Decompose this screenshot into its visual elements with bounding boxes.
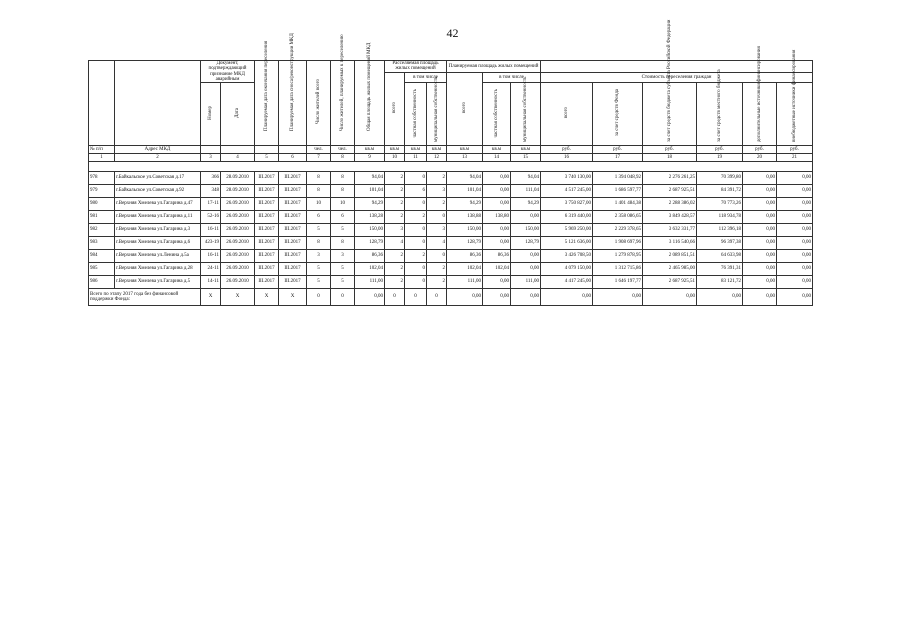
total-cell: 0,00 bbox=[643, 289, 697, 306]
value-cell: 2 bbox=[427, 276, 447, 289]
column-index-cell: 1 bbox=[89, 154, 115, 162]
value-cell: 101,04 bbox=[447, 185, 483, 198]
column-index-cell: 20 bbox=[743, 154, 777, 162]
row-number-cell: 978 bbox=[89, 172, 115, 185]
value-cell: 2 bbox=[427, 263, 447, 276]
column-index-cell: 3 bbox=[201, 154, 221, 162]
row-number-cell: 980 bbox=[89, 198, 115, 211]
value-cell: 0,00 bbox=[743, 172, 777, 185]
value-cell: 17-11 bbox=[201, 198, 221, 211]
value-cell: 6 bbox=[331, 211, 355, 224]
value-cell: 2 bbox=[385, 250, 405, 263]
value-cell: 101,04 bbox=[355, 185, 385, 198]
value-cell: 0 bbox=[427, 250, 447, 263]
header-plan-sub: в том числе bbox=[483, 72, 541, 83]
unit-cell bbox=[255, 146, 279, 154]
value-cell: 2 bbox=[405, 250, 427, 263]
total-cell: X bbox=[221, 289, 255, 306]
address-cell: г.Верхняя Хмелева ул.Ленина д.5а bbox=[115, 250, 201, 263]
value-cell: 0,00 bbox=[511, 250, 541, 263]
value-cell: III.2017 bbox=[255, 224, 279, 237]
total-cell: 0 bbox=[331, 289, 355, 306]
data-rows bbox=[89, 172, 813, 289]
value-cell: III.2017 bbox=[279, 263, 307, 276]
resettlement-register-table bbox=[88, 19, 813, 306]
header-cost-fund: за счет средств Фонда bbox=[593, 83, 643, 146]
value-cell: 3 bbox=[385, 224, 405, 237]
value-cell: 128,79 bbox=[511, 237, 541, 250]
value-cell: 70 773,26 bbox=[697, 198, 743, 211]
unit-cell: руб. bbox=[777, 146, 813, 154]
value-cell: 0,00 bbox=[483, 237, 511, 250]
value-cell: 0,00 bbox=[483, 172, 511, 185]
header-plan-municipal: муниципальная собственность bbox=[511, 83, 541, 146]
unit-cell: руб. bbox=[697, 146, 743, 154]
unit-cell: кв.м bbox=[405, 146, 427, 154]
value-cell: 0,00 bbox=[743, 211, 777, 224]
value-cell: 1 686 597,77 bbox=[593, 185, 643, 198]
header-plan-private: частная собственность bbox=[483, 83, 511, 146]
value-cell: 94,29 bbox=[511, 198, 541, 211]
header-row-labels-units bbox=[89, 146, 813, 154]
header-cost-extra: дополнительные источники финансирования bbox=[743, 83, 777, 146]
value-cell: 64 633,98 bbox=[697, 250, 743, 263]
value-cell: III.2017 bbox=[279, 237, 307, 250]
value-cell: 138,80 bbox=[483, 211, 511, 224]
total-cell: 0,00 bbox=[511, 289, 541, 306]
header-cost-region: за счет средств бюджета субъекта Российской Федерации bbox=[643, 83, 697, 146]
row-number-cell: 983 bbox=[89, 237, 115, 250]
value-cell: 28.09.2010 bbox=[221, 172, 255, 185]
value-cell: 8 bbox=[307, 172, 331, 185]
value-cell: III.2017 bbox=[279, 224, 307, 237]
table-row bbox=[89, 172, 813, 185]
table-row bbox=[89, 198, 813, 211]
value-cell: 86,36 bbox=[483, 250, 511, 263]
value-cell: 150,00 bbox=[511, 224, 541, 237]
address-cell: г.Верхняя Хмелева ул.Гагарина д.6 bbox=[115, 237, 201, 250]
value-cell: 2 bbox=[427, 172, 447, 185]
value-cell: 26.09.2010 bbox=[221, 276, 255, 289]
unit-cell: чел. bbox=[307, 146, 331, 154]
value-cell: III.2017 bbox=[255, 172, 279, 185]
column-index-cell: 12 bbox=[427, 154, 447, 162]
page-number: 42 bbox=[446, 26, 459, 40]
unit-cell: руб. bbox=[743, 146, 777, 154]
value-cell: 0,00 bbox=[483, 224, 511, 237]
value-cell: 0 bbox=[405, 276, 427, 289]
value-cell: 8 bbox=[331, 172, 355, 185]
table-row bbox=[89, 224, 813, 237]
value-cell: 2 089 851,51 bbox=[643, 250, 697, 263]
value-cell: 5 bbox=[331, 276, 355, 289]
value-cell: 102,04 bbox=[483, 263, 511, 276]
value-cell: 2 bbox=[427, 198, 447, 211]
value-cell: 26.09.2010 bbox=[221, 237, 255, 250]
total-cell: 0,00 bbox=[777, 289, 813, 306]
value-cell: 3 bbox=[427, 185, 447, 198]
value-cell: 2 465 985,00 bbox=[643, 263, 697, 276]
value-cell: 150,00 bbox=[447, 224, 483, 237]
value-cell: III.2017 bbox=[279, 211, 307, 224]
value-cell: 3 849 428,57 bbox=[643, 211, 697, 224]
value-cell: 83 121,72 bbox=[697, 276, 743, 289]
unit-cell bbox=[279, 146, 307, 154]
value-cell: III.2017 bbox=[255, 250, 279, 263]
value-cell: 2 276 261,25 bbox=[643, 172, 697, 185]
header-cost-local: за счет средств местного бюджета bbox=[697, 83, 743, 146]
column-index-cell: 2 bbox=[115, 154, 201, 162]
column-index-cell: 7 bbox=[307, 154, 331, 162]
column-index-cell: 21 bbox=[777, 154, 813, 162]
value-cell: 0 bbox=[405, 172, 427, 185]
value-cell: 111,00 bbox=[355, 276, 385, 289]
value-cell: 2 bbox=[385, 172, 405, 185]
value-cell: 6 319 440,00 bbox=[541, 211, 593, 224]
unit-cell bbox=[201, 146, 221, 154]
value-cell: 2 288 386,02 bbox=[643, 198, 697, 211]
value-cell: 3 740 130,00 bbox=[541, 172, 593, 185]
value-cell: 118 934,78 bbox=[697, 211, 743, 224]
value-cell: 2 bbox=[385, 263, 405, 276]
value-cell: 423-19 bbox=[201, 237, 221, 250]
value-cell: 111,00 bbox=[511, 276, 541, 289]
value-cell: 26.09.2010 bbox=[221, 198, 255, 211]
value-cell: 128,79 bbox=[447, 237, 483, 250]
table-row bbox=[89, 185, 813, 198]
header-num-label: № п/п bbox=[89, 146, 115, 154]
value-cell: 0,00 bbox=[777, 224, 813, 237]
value-cell: 138,88 bbox=[447, 211, 483, 224]
value-cell: III.2017 bbox=[255, 263, 279, 276]
value-cell: 366 bbox=[201, 172, 221, 185]
address-cell: г.Верхняя Хмелева ул.Гагарина д.3 bbox=[115, 224, 201, 237]
header-people: Число жителей всего bbox=[307, 61, 331, 146]
table-row bbox=[89, 276, 813, 289]
total-cell: 0,00 bbox=[593, 289, 643, 306]
value-cell: 2 bbox=[385, 198, 405, 211]
total-cell: X bbox=[201, 289, 221, 306]
total-cell: 0,00 bbox=[743, 289, 777, 306]
header-people-moved: Число жителей, планируемых к переселению bbox=[331, 61, 355, 146]
column-index-cell: 4 bbox=[221, 154, 255, 162]
value-cell: 96 397,38 bbox=[697, 237, 743, 250]
value-cell: 2 358 086,65 bbox=[593, 211, 643, 224]
value-cell: 1 646 197,77 bbox=[593, 276, 643, 289]
column-index-cell: 8 bbox=[331, 154, 355, 162]
header-cost-title: Стоимость переселения граждан bbox=[541, 72, 813, 83]
unit-cell: кв.м bbox=[385, 146, 405, 154]
header-doc-number: Номер bbox=[201, 83, 221, 146]
value-cell: III.2017 bbox=[279, 198, 307, 211]
column-index-cell: 11 bbox=[405, 154, 427, 162]
value-cell: 348 bbox=[201, 185, 221, 198]
value-cell: 52-16 bbox=[201, 211, 221, 224]
value-cell: 0,00 bbox=[777, 211, 813, 224]
address-cell: г.Верхняя Хмелева ул.Гагарина д.5 bbox=[115, 276, 201, 289]
value-cell: 111,04 bbox=[511, 185, 541, 198]
header-total-area: Общая площадь жилых помещений МКД bbox=[355, 61, 385, 146]
header-area-group: Расселяемая площадь жилых помещений bbox=[385, 61, 447, 73]
value-cell: 0,00 bbox=[777, 172, 813, 185]
header-plan-demolish: Планируемая дата сноса/реконструкции МКД bbox=[279, 61, 307, 146]
value-cell: III.2017 bbox=[255, 237, 279, 250]
spacer-row bbox=[89, 162, 813, 172]
header-doc-date: Дата bbox=[221, 83, 255, 146]
value-cell: 1 908 697,96 bbox=[593, 237, 643, 250]
unit-cell: руб. bbox=[593, 146, 643, 154]
value-cell: 3 bbox=[427, 224, 447, 237]
value-cell: 86,36 bbox=[355, 250, 385, 263]
header-cost-group bbox=[541, 61, 813, 73]
row-number-cell: 984 bbox=[89, 250, 115, 263]
column-index-cell: 6 bbox=[279, 154, 307, 162]
header-plan-date: Планируемая дата окончания переселения bbox=[255, 61, 279, 146]
total-cell: 0,00 bbox=[483, 289, 511, 306]
header-address-cell bbox=[115, 61, 201, 146]
value-cell: 2 bbox=[385, 276, 405, 289]
unit-cell: кв.м bbox=[511, 146, 541, 154]
value-cell: 0,00 bbox=[483, 198, 511, 211]
row-number-cell: 982 bbox=[89, 224, 115, 237]
value-cell: 28.09.2010 bbox=[221, 185, 255, 198]
value-cell: 70 399,80 bbox=[697, 172, 743, 185]
value-cell: 5 bbox=[307, 276, 331, 289]
value-cell: 26.09.2010 bbox=[221, 263, 255, 276]
value-cell: 16-11 bbox=[201, 250, 221, 263]
value-cell: 24-11 bbox=[201, 263, 221, 276]
value-cell: 5 bbox=[307, 263, 331, 276]
value-cell: 3 bbox=[331, 250, 355, 263]
value-cell: 112 396,18 bbox=[697, 224, 743, 237]
value-cell: 1 312 715,86 bbox=[593, 263, 643, 276]
column-index-cell: 10 bbox=[385, 154, 405, 162]
value-cell: 2 687 925,51 bbox=[643, 185, 697, 198]
unit-cell: кв.м bbox=[427, 146, 447, 154]
value-cell: 94,04 bbox=[511, 172, 541, 185]
unit-cell: кв.м bbox=[447, 146, 483, 154]
column-index-cell: 14 bbox=[483, 154, 511, 162]
value-cell: 3 632 331,77 bbox=[643, 224, 697, 237]
total-cell: 0 bbox=[405, 289, 427, 306]
value-cell: 0,00 bbox=[777, 276, 813, 289]
value-cell: 102,04 bbox=[447, 263, 483, 276]
value-cell: 94,04 bbox=[355, 172, 385, 185]
address-cell: г.Верхняя Хмелева ул.Гагарина д.28 bbox=[115, 263, 201, 276]
value-cell: 3 116 540,66 bbox=[643, 237, 697, 250]
column-index-cell: 15 bbox=[511, 154, 541, 162]
total-cell: 0 bbox=[385, 289, 405, 306]
value-cell: III.2017 bbox=[255, 211, 279, 224]
value-cell: 0 bbox=[405, 198, 427, 211]
value-cell: 1 279 878,95 bbox=[593, 250, 643, 263]
table-row bbox=[89, 237, 813, 250]
table-row bbox=[89, 211, 813, 224]
total-cell: 0 bbox=[307, 289, 331, 306]
total-cell: 0,00 bbox=[697, 289, 743, 306]
header-plan-total: всего bbox=[447, 72, 483, 146]
header-cost-total: всего bbox=[541, 83, 593, 146]
address-cell: г.Верхняя Хмелева ул.Гагарина д.47 bbox=[115, 198, 201, 211]
unit-cell: чел. bbox=[331, 146, 355, 154]
value-cell: III.2017 bbox=[279, 276, 307, 289]
value-cell: 8 bbox=[331, 237, 355, 250]
value-cell: III.2017 bbox=[279, 172, 307, 185]
value-cell: 5 bbox=[331, 263, 355, 276]
header-area-municipal: муниципальная собственность bbox=[427, 83, 447, 146]
value-cell: 4 517 245,00 bbox=[541, 185, 593, 198]
value-cell: 0,00 bbox=[777, 263, 813, 276]
header-area-sub: в том числе bbox=[405, 72, 447, 83]
value-cell: III.2017 bbox=[255, 185, 279, 198]
row-number-cell: 979 bbox=[89, 185, 115, 198]
value-cell: 8 bbox=[331, 185, 355, 198]
value-cell: 94,04 bbox=[447, 172, 483, 185]
value-cell: 2 bbox=[385, 185, 405, 198]
value-cell: 102,04 bbox=[355, 263, 385, 276]
value-cell: 0,00 bbox=[511, 211, 541, 224]
value-cell: 76 391,31 bbox=[697, 263, 743, 276]
header-document-group: Документ, подтверждающий признание МКД аварийным bbox=[201, 61, 255, 83]
unit-cell: руб. bbox=[643, 146, 697, 154]
value-cell: 1 401 484,38 bbox=[593, 198, 643, 211]
value-cell: 4 bbox=[385, 237, 405, 250]
value-cell: 26.09.2010 bbox=[221, 250, 255, 263]
header-area-private: частная собственность bbox=[405, 83, 427, 146]
table-row bbox=[89, 263, 813, 276]
value-cell: 0,00 bbox=[743, 237, 777, 250]
value-cell: 150,00 bbox=[355, 224, 385, 237]
unit-cell: кв.м bbox=[483, 146, 511, 154]
total-cell: 0,00 bbox=[447, 289, 483, 306]
column-index-cell: 17 bbox=[593, 154, 643, 162]
header-cost-extra2: внебюджетные источники финансирования bbox=[777, 83, 813, 146]
value-cell: 2 bbox=[385, 211, 405, 224]
value-cell: 0,00 bbox=[483, 276, 511, 289]
value-cell: 5 121 636,00 bbox=[541, 237, 593, 250]
row-number-cell: 981 bbox=[89, 211, 115, 224]
table-row bbox=[89, 250, 813, 263]
address-cell: г.Верхняя Хмелева ул.Гагарина д.11 bbox=[115, 211, 201, 224]
value-cell: 0,00 bbox=[777, 237, 813, 250]
value-cell: 138,28 bbox=[355, 211, 385, 224]
value-cell: 86,36 bbox=[447, 250, 483, 263]
header-area-total: всего bbox=[385, 72, 405, 146]
value-cell: III.2017 bbox=[279, 185, 307, 198]
column-index-cell: 5 bbox=[255, 154, 279, 162]
total-cell: 0 bbox=[427, 289, 447, 306]
value-cell: 0,00 bbox=[511, 263, 541, 276]
value-cell: 3 426 708,50 bbox=[541, 250, 593, 263]
value-cell: III.2017 bbox=[255, 198, 279, 211]
value-cell: 0,00 bbox=[777, 198, 813, 211]
value-cell: 8 bbox=[307, 237, 331, 250]
address-cell: г.Байкальское ул.Советская д.17 bbox=[115, 172, 201, 185]
value-cell: 4 417 245,00 bbox=[541, 276, 593, 289]
value-cell: 94,29 bbox=[355, 198, 385, 211]
value-cell: 14-11 bbox=[201, 276, 221, 289]
value-cell: 0,00 bbox=[777, 250, 813, 263]
total-cell: X bbox=[255, 289, 279, 306]
value-cell: 16-11 bbox=[201, 224, 221, 237]
column-index-cell: 16 bbox=[541, 154, 593, 162]
value-cell: 3 750 827,00 bbox=[541, 198, 593, 211]
value-cell: 0,00 bbox=[743, 276, 777, 289]
value-cell: III.2017 bbox=[255, 276, 279, 289]
unit-cell: кв.м bbox=[355, 146, 385, 154]
total-cell: 0,00 bbox=[355, 289, 385, 306]
value-cell: 4 bbox=[427, 237, 447, 250]
value-cell: 5 bbox=[307, 224, 331, 237]
value-cell: 2 bbox=[405, 211, 427, 224]
value-cell: 0 bbox=[405, 263, 427, 276]
value-cell: 0,00 bbox=[743, 263, 777, 276]
value-cell: 0,00 bbox=[483, 185, 511, 198]
value-cell: 0,00 bbox=[743, 185, 777, 198]
value-cell: 26.09.2010 bbox=[221, 224, 255, 237]
total-cell: 0,00 bbox=[541, 289, 593, 306]
value-cell: 0,00 bbox=[743, 198, 777, 211]
value-cell: 128,79 bbox=[355, 237, 385, 250]
header-address-label: Адрес МКД bbox=[115, 146, 201, 154]
value-cell: 8 bbox=[307, 185, 331, 198]
header-num-cell bbox=[89, 61, 115, 146]
column-index-cell: 9 bbox=[355, 154, 385, 162]
value-cell: III.2017 bbox=[279, 250, 307, 263]
value-cell: 0 bbox=[405, 224, 427, 237]
column-index-row bbox=[89, 154, 813, 162]
value-cell: 4 079 150,00 bbox=[541, 263, 593, 276]
row-number-cell: 985 bbox=[89, 263, 115, 276]
total-cell: X bbox=[279, 289, 307, 306]
value-cell: 0 bbox=[427, 211, 447, 224]
value-cell: 10 bbox=[307, 198, 331, 211]
column-index-cell: 13 bbox=[447, 154, 483, 162]
value-cell: 3 bbox=[307, 250, 331, 263]
value-cell: 5 bbox=[331, 224, 355, 237]
column-index-cell: 18 bbox=[643, 154, 697, 162]
value-cell: 0,00 bbox=[743, 224, 777, 237]
value-cell: 94,29 bbox=[447, 198, 483, 211]
value-cell: 10 bbox=[331, 198, 355, 211]
address-cell: г.Байкальское ул.Советская д.92 bbox=[115, 185, 201, 198]
header-row-groups bbox=[89, 61, 813, 73]
value-cell: 2 229 378,65 bbox=[593, 224, 643, 237]
value-cell: 0,00 bbox=[777, 185, 813, 198]
unit-cell: руб. bbox=[541, 146, 593, 154]
row-number-cell: 986 bbox=[89, 276, 115, 289]
value-cell: 6 bbox=[307, 211, 331, 224]
value-cell: 2 687 925,51 bbox=[643, 276, 697, 289]
value-cell: 1 394 048,92 bbox=[593, 172, 643, 185]
value-cell: 0 bbox=[405, 237, 427, 250]
header-area-planned-group: Планируемая площадь жилых помещений bbox=[447, 61, 541, 73]
value-cell: 84 391,72 bbox=[697, 185, 743, 198]
value-cell: 6 bbox=[405, 185, 427, 198]
total-row bbox=[89, 289, 813, 306]
unit-cell bbox=[221, 146, 255, 154]
column-index-cell: 19 bbox=[697, 154, 743, 162]
value-cell: 26.09.2010 bbox=[221, 211, 255, 224]
value-cell: 111,00 bbox=[447, 276, 483, 289]
value-cell: 0,00 bbox=[743, 250, 777, 263]
total-label: Всего по этапу 2017 года без финансовой поддержки Фонда: bbox=[89, 289, 201, 306]
value-cell: 5 969 250,00 bbox=[541, 224, 593, 237]
